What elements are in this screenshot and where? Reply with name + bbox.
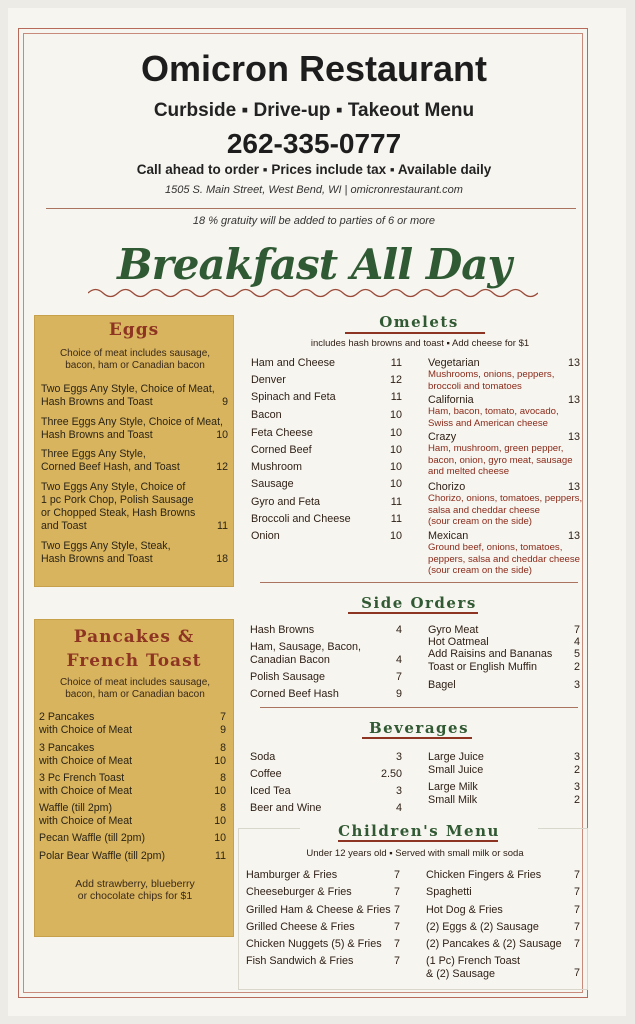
item-price: 7 9 [220, 711, 226, 736]
menu-item[interactable]: Cheeseburger & Fries [246, 886, 352, 898]
menu-item[interactable]: Hot Dog & Fries [426, 904, 503, 916]
item-price: 11 [390, 357, 402, 369]
item-price: 7 [393, 921, 400, 933]
menu-item[interactable]: Hash Browns [250, 624, 315, 636]
menu-item[interactable]: Small Juice [428, 764, 484, 776]
item-description: (sour cream on the side) [428, 516, 532, 527]
menu-item[interactable]: Feta Cheese [251, 427, 313, 439]
item-description: Ham, mushroom, green pepper, [428, 443, 564, 454]
menu-item[interactable]: Iced Tea [250, 785, 291, 797]
item-price: 7 [573, 624, 580, 636]
childrens-menu-underline [338, 840, 498, 842]
item-price: 13 [567, 357, 580, 369]
item-price: 9 [395, 688, 402, 700]
menu-item[interactable]: Chicken Fingers & Fries [426, 869, 542, 881]
item-price: 12 [216, 461, 228, 473]
address-line: 1505 S. Main Street, West Bend, WI | omicronrestaurant.com [165, 184, 463, 196]
item-description: and melted cheese [428, 466, 510, 477]
item-price: 10 [389, 409, 402, 421]
gratuity-note: 18 % gratuity will be added to parties of 6 or more [192, 215, 436, 227]
item-price: 7 [573, 967, 580, 979]
menu-item[interactable]: Polish Sausage [250, 671, 326, 683]
banner-underline [88, 286, 538, 300]
menu-item[interactable]: Coffee [250, 768, 282, 780]
menu-item[interactable]: Onion [251, 530, 280, 542]
item-price: 8 10 [214, 802, 226, 827]
item-price: 10 [389, 461, 402, 473]
menu-item[interactable]: Two Eggs Any Style, Choice of Meat, Hash Browns and Toast [41, 383, 215, 408]
item-price: 2 [573, 764, 580, 776]
item-description: broccoli and tomatoes [428, 380, 522, 392]
item-price: 7 [393, 869, 400, 881]
eggs-note: Choice of meat includes sausage, bacon, ham or Canadian bacon [59, 348, 211, 371]
menu-item[interactable]: Beer and Wine [250, 802, 322, 814]
pancakes-note: Choice of meat includes sausage, bacon, ham or Canadian bacon [59, 677, 211, 700]
menu-item[interactable]: 2 Pancakes with Choice of Meat [39, 711, 133, 736]
menu-item[interactable]: Vegetarian [428, 357, 480, 369]
breakfast-banner: Breakfast All Day [117, 240, 511, 289]
menu-item[interactable]: Bacon [251, 409, 282, 421]
item-price: 10 [389, 427, 402, 439]
item-price: 4 [395, 654, 402, 666]
item-description: bacon, onion, gyro meat, sausage [428, 454, 573, 466]
item-price: 10 [389, 478, 402, 490]
item-price: 3 [573, 679, 580, 691]
menu-item[interactable]: California [428, 394, 474, 406]
item-price: 3 [395, 785, 402, 797]
menu-item[interactable]: Mushroom [251, 461, 303, 473]
omelets-note: includes hash browns and toast ▪ Add cheese for $1 [310, 338, 530, 349]
menu-item[interactable]: Soda [250, 751, 276, 763]
item-price: 7 [395, 671, 402, 683]
item-price: 4 [395, 802, 402, 814]
item-price: 13 [567, 530, 580, 542]
item-price: 18 [216, 553, 228, 565]
menu-item[interactable]: Pecan Waffle (till 2pm) [39, 832, 145, 844]
item-price: 7 [573, 938, 580, 950]
pancakes-footer: Add strawberry, blueberry or chocolate chips for $1 [75, 878, 195, 902]
menu-item[interactable]: Corned Beef [251, 444, 312, 456]
item-description: Ground beef, onions, tomatoes, [428, 542, 563, 553]
item-price: 7 [573, 869, 580, 881]
item-price: 13 [567, 481, 580, 493]
menu-item[interactable]: Two Eggs Any Style, Choice of 1 pc Pork Chop, Polish Sausage or Chopped Steak, Hash Browns and Toast [41, 481, 196, 532]
item-price: 8 10 [214, 742, 226, 767]
menu-item[interactable]: (2) Eggs & (2) Sausage [426, 921, 539, 933]
item-price: 10 [216, 429, 228, 441]
menu-item[interactable]: Denver [251, 374, 286, 386]
menu-item[interactable]: Large Milk [428, 781, 478, 793]
menu-item[interactable]: Toast or English Muffin [428, 661, 538, 673]
item-price: 13 [567, 394, 580, 406]
item-price: 11 [215, 850, 226, 862]
menu-item[interactable]: Crazy [428, 431, 457, 443]
item-price: 7 [573, 921, 580, 933]
item-price: 7 [393, 955, 400, 967]
item-price: 11 [217, 520, 228, 532]
item-price: 7 [393, 904, 400, 916]
menu-item[interactable]: Ham and Cheese [251, 357, 336, 369]
menu-item[interactable]: Small Milk [428, 794, 478, 806]
item-description: salsa and cheddar cheese [428, 504, 541, 516]
menu-item[interactable]: Two Eggs Any Style, Steak, Hash Browns and Toast [41, 540, 171, 565]
item-price: 11 [390, 391, 402, 403]
pancakes-title-line1: Pancakes & [73, 627, 195, 647]
menu-item[interactable]: Broccoli and Cheese [251, 513, 351, 525]
menu-item[interactable]: 3 Pc French Toast with Choice of Meat [39, 772, 133, 797]
item-price: 5 [573, 648, 580, 660]
omelets-underline [345, 332, 485, 334]
item-price: 4 [573, 636, 580, 648]
beverages-underline [362, 737, 472, 739]
menu-item[interactable]: 3 Pancakes with Choice of Meat [39, 742, 133, 767]
item-price: 2 [573, 661, 580, 673]
item-price: 2.50 [380, 768, 402, 780]
menu-item[interactable]: Ham, Sausage, Bacon, Canadian Bacon [250, 641, 362, 666]
menu-item[interactable]: Fish Sandwich & Fries [246, 955, 354, 967]
item-price: 7 [573, 904, 580, 916]
restaurant-name: Omicron Restaurant [140, 48, 488, 89]
menu-item[interactable]: Three Eggs Any Style, Corned Beef Hash, and Toast [41, 448, 180, 473]
item-price: 3 [573, 781, 580, 793]
menu-item[interactable]: Three Eggs Any Style, Choice of Meat, Hash Browns and Toast [41, 416, 223, 441]
menu-item[interactable]: Grilled Cheese & Fries [246, 921, 355, 933]
item-price: 4 [395, 624, 402, 636]
childrens-menu-note: Under 12 years old ▪ Served with small milk or soda [306, 848, 524, 859]
menu-item[interactable]: Chorizo [428, 481, 466, 493]
omelets-title: Omelets [379, 313, 459, 331]
item-price: 9 [222, 396, 228, 408]
eggs-title: Eggs [108, 320, 160, 340]
beverages-title: Beverages [368, 719, 470, 737]
item-price: 10 [389, 530, 402, 542]
menu-item[interactable]: Grilled Ham & Cheese & Fries [246, 904, 391, 916]
menu-item[interactable]: (1 Pc) French Toast & (2) Sausage [426, 955, 521, 980]
item-description: Mushrooms, onions, peppers, [428, 369, 555, 380]
menu-item[interactable]: Hot Oatmeal [428, 636, 489, 648]
ordering-info: Call ahead to order ▪ Prices include tax ▪ Available daily [136, 162, 492, 177]
item-price: 13 [567, 431, 580, 443]
side-orders-underline [348, 612, 478, 614]
item-price: 3 [395, 751, 402, 763]
item-price: 8 10 [214, 772, 226, 797]
item-description: Swiss and American cheese [428, 417, 548, 429]
item-price: 11 [390, 513, 402, 525]
side-orders-title: Side Orders [361, 594, 477, 612]
item-price: 3 [573, 751, 580, 763]
item-price: 7 [393, 938, 400, 950]
menu-item[interactable]: Waffle (till 2pm) with Choice of Meat [39, 802, 133, 827]
item-description: (sour cream on the side) [428, 565, 532, 576]
menu-subtitle: Curbside ▪ Drive-up ▪ Takeout Menu [153, 100, 475, 121]
item-description: Chorizo, onions, tomatoes, peppers, [428, 493, 583, 504]
divider [260, 582, 578, 583]
menu-item[interactable]: Polar Bear Waffle (till 2pm) [39, 850, 165, 862]
menu-item[interactable]: Corned Beef Hash [250, 688, 339, 700]
item-price: 11 [390, 496, 402, 508]
item-description: peppers, salsa and cheddar cheese [428, 553, 581, 565]
item-price: 7 [393, 886, 400, 898]
menu-item[interactable]: Add Raisins and Bananas [428, 648, 553, 660]
item-price: 12 [389, 374, 402, 386]
menu-item[interactable]: Hamburger & Fries [246, 869, 338, 881]
menu-item[interactable]: Spinach and Feta [251, 391, 336, 403]
item-price: 2 [573, 794, 580, 806]
item-price: 10 [214, 832, 226, 844]
menu-item[interactable]: Gyro Meat [428, 624, 479, 636]
menu-item[interactable]: Chicken Nuggets (5) & Fries [246, 938, 382, 950]
menu-item[interactable]: Gyro and Feta [251, 496, 321, 508]
divider [260, 707, 578, 708]
menu-item[interactable]: (2) Pancakes & (2) Sausage [426, 938, 562, 950]
menu-item[interactable]: Large Juice [428, 751, 484, 763]
item-price: 7 [573, 886, 580, 898]
divider [46, 208, 576, 209]
menu-item[interactable]: Sausage [251, 478, 294, 490]
childrens-menu-title: Children's Menu [300, 822, 538, 840]
menu-item[interactable]: Bagel [428, 679, 456, 691]
pancakes-title-line2: French Toast [66, 651, 202, 671]
menu-item[interactable]: Mexican [428, 530, 469, 542]
item-description: Ham, bacon, tomato, avocado, [428, 406, 559, 417]
item-price: 10 [389, 444, 402, 456]
menu-item[interactable]: Spaghetti [426, 886, 472, 898]
phone-number[interactable]: 262-335-0777 [226, 128, 402, 159]
